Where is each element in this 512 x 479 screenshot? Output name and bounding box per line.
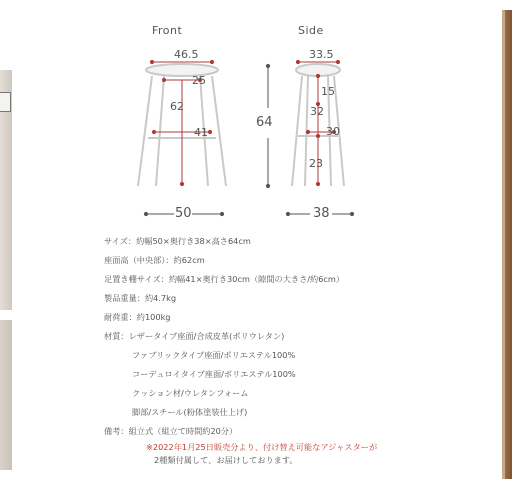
spec-list	[104, 232, 484, 467]
right-adjacent-photo-edge	[502, 10, 512, 479]
spec-material-corduroy: コーデュロイタイプ座面/ポリエステル100%	[132, 369, 296, 379]
spec-seat-height: 座面高（中央部）：約62cm	[104, 255, 205, 265]
side-foot-height-value: 23	[309, 157, 323, 170]
side-mid-height-value: 32	[310, 105, 324, 118]
spec-size: サイズ：約幅50×奥行き38×高さ64cm	[104, 236, 251, 246]
front-inner-width-value: 25	[192, 74, 206, 87]
spec-material-cushion: クッション材/ウレタンフォーム	[132, 388, 249, 398]
spec-remarks: 備考：組立式（組立て時間約20分）	[104, 426, 238, 436]
overall-height-value: 64	[256, 115, 273, 130]
front-view-label: Front	[152, 24, 183, 37]
side-footrest-depth-value: 30	[326, 125, 340, 138]
dimension-diagram	[130, 18, 390, 230]
front-seat-height-value: 62	[170, 100, 184, 113]
spec-weight: 製品重量：約4.7kg	[104, 293, 177, 303]
spec-material-fabric: ファブリックタイプ座面/ポリエステル100%	[132, 350, 296, 360]
front-overall-width-value: 50	[175, 206, 192, 221]
side-seat-depth-value: 33.5	[309, 48, 334, 61]
spec-note-line-2: 2種類付属して、お届けしております。	[154, 455, 298, 465]
left-adjacent-photo-edge	[0, 0, 12, 479]
front-footrest-width-value: 41	[194, 126, 208, 139]
spec-material-legs: 脚部/スチール(粉体塗装仕上げ)	[132, 407, 248, 417]
spec-footrest: 足置き棚サイズ：約幅41×奥行き30cm（隙間の大きさ/約6cm）	[104, 274, 345, 284]
side-view-label: Side	[298, 24, 324, 37]
right-photo-strip	[502, 10, 505, 479]
side-overall-depth-value: 38	[313, 206, 330, 221]
left-photo-frame	[0, 92, 11, 112]
spec-load: 耐荷重：約100kg	[104, 312, 171, 322]
side-top-gap-value: 15	[321, 85, 335, 98]
spec-material-leather: 材質：レザータイプ座面/合成皮革(ポリウレタン)	[104, 331, 285, 341]
spec-note-line-1: ※2022年1月25日販売分より、付け替え可能なアジャスターが	[146, 442, 378, 452]
front-seat-width-value: 46.5	[174, 48, 199, 61]
left-photo-lower	[0, 320, 12, 470]
